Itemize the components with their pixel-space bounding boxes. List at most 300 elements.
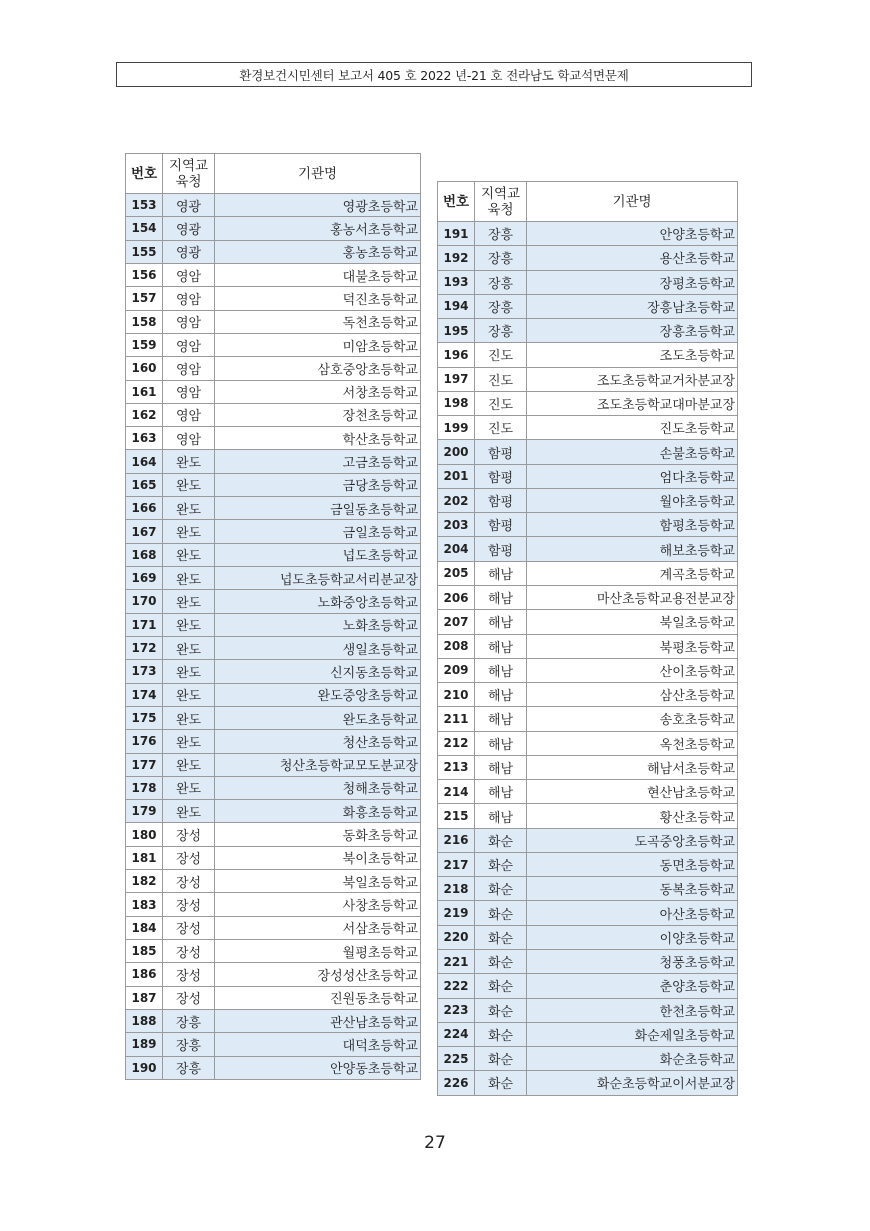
- row-region: 장성: [163, 870, 215, 893]
- row-number: 159: [126, 333, 163, 356]
- row-school-name: 이양초등학교: [527, 925, 738, 949]
- row-region: 완도: [163, 520, 215, 543]
- table-row: [438, 294, 738, 318]
- row-number: 215: [438, 804, 475, 828]
- row-region: 화순: [475, 877, 527, 901]
- row-region: 완도: [163, 683, 215, 706]
- row-region: 화순: [475, 901, 527, 925]
- table-row: [438, 343, 738, 367]
- report-header-text: 환경보건시민센터 보고서 405 호 2022 년-21 호 전라남도 학교석면문제: [239, 67, 629, 83]
- row-school-name: 현산남초등학교: [527, 780, 738, 804]
- table-row: [126, 800, 421, 823]
- col-header-region: 지역교 육청: [163, 154, 215, 194]
- table-row: [126, 567, 421, 590]
- row-school-name: 북이초등학교: [215, 846, 421, 869]
- table-row: [126, 730, 421, 753]
- row-school-name: 장평초등학교: [527, 270, 738, 294]
- row-region: 영암: [163, 427, 215, 450]
- row-region: 해남: [475, 610, 527, 634]
- table-row: [126, 706, 421, 729]
- row-region: 화순: [475, 925, 527, 949]
- row-region: 장흥: [475, 319, 527, 343]
- table-row: [126, 543, 421, 566]
- table-row: [126, 846, 421, 869]
- row-school-name: 삼호중앙초등학교: [215, 357, 421, 380]
- table-row: [126, 870, 421, 893]
- row-school-name: 홍농초등학교: [215, 240, 421, 263]
- row-number: 198: [438, 391, 475, 415]
- row-number: 179: [126, 800, 163, 823]
- row-number: 201: [438, 464, 475, 488]
- row-region: 화순: [475, 974, 527, 998]
- row-region: 장성: [163, 986, 215, 1009]
- row-region: 진도: [475, 343, 527, 367]
- row-region: 완도: [163, 636, 215, 659]
- row-number: 173: [126, 660, 163, 683]
- row-number: 185: [126, 940, 163, 963]
- row-number: 154: [126, 217, 163, 240]
- row-school-name: 사창초등학교: [215, 893, 421, 916]
- row-region: 완도: [163, 660, 215, 683]
- row-number: 226: [438, 1071, 475, 1095]
- table-row: [126, 520, 421, 543]
- table-row: [438, 852, 738, 876]
- row-region: 장흥: [475, 222, 527, 246]
- row-number: 220: [438, 925, 475, 949]
- row-school-name: 장성성산초등학교: [215, 963, 421, 986]
- page-number: 27: [424, 1133, 446, 1153]
- row-region: 장성: [163, 893, 215, 916]
- row-region: 해남: [475, 804, 527, 828]
- row-number: 172: [126, 636, 163, 659]
- row-region: 완도: [163, 776, 215, 799]
- row-number: 164: [126, 450, 163, 473]
- row-region: 장흥: [163, 1033, 215, 1056]
- table-row: [126, 217, 421, 240]
- row-number: 158: [126, 310, 163, 333]
- table-row: [126, 753, 421, 776]
- row-region: 완도: [163, 730, 215, 753]
- table-row: [438, 391, 738, 415]
- row-number: 180: [126, 823, 163, 846]
- row-school-name: 계곡초등학교: [527, 561, 738, 585]
- table-row: [438, 901, 738, 925]
- row-region: 함평: [475, 440, 527, 464]
- row-school-name: 넙도초등학교: [215, 543, 421, 566]
- row-number: 190: [126, 1056, 163, 1079]
- row-school-name: 한천초등학교: [527, 998, 738, 1022]
- table-row: [438, 488, 738, 512]
- table-row: [438, 828, 738, 852]
- row-school-name: 청풍초등학교: [527, 949, 738, 973]
- table-row: [126, 403, 421, 426]
- row-region: 화순: [475, 1047, 527, 1071]
- row-region: 화순: [475, 998, 527, 1022]
- row-school-name: 조도초등학교대마분교장: [527, 391, 738, 415]
- row-school-name: 화순초등학교: [527, 1047, 738, 1071]
- table-row: [126, 380, 421, 403]
- table-row: [438, 1071, 738, 1095]
- row-number: 182: [126, 870, 163, 893]
- row-number: 174: [126, 683, 163, 706]
- row-school-name: 금일동초등학교: [215, 497, 421, 520]
- row-school-name: 장흥초등학교: [527, 319, 738, 343]
- row-school-name: 덕진초등학교: [215, 287, 421, 310]
- row-school-name: 고금초등학교: [215, 450, 421, 473]
- row-region: 장흥: [163, 1009, 215, 1032]
- table-row: [438, 974, 738, 998]
- row-school-name: 안양동초등학교: [215, 1056, 421, 1079]
- row-school-name: 해보초등학교: [527, 537, 738, 561]
- row-school-name: 황산초등학교: [527, 804, 738, 828]
- row-region: 완도: [163, 706, 215, 729]
- row-school-name: 아산초등학교: [527, 901, 738, 925]
- row-number: 171: [126, 613, 163, 636]
- row-number: 170: [126, 590, 163, 613]
- row-school-name: 화흥초등학교: [215, 800, 421, 823]
- row-school-name: 서삼초등학교: [215, 916, 421, 939]
- row-number: 163: [126, 427, 163, 450]
- row-region: 화순: [475, 852, 527, 876]
- row-number: 162: [126, 403, 163, 426]
- table-row: [126, 1009, 421, 1032]
- table-row: [438, 222, 738, 246]
- row-number: 194: [438, 294, 475, 318]
- row-number: 160: [126, 357, 163, 380]
- col-header-name: 기관명: [527, 182, 738, 222]
- row-school-name: 마산초등학교용전분교장: [527, 585, 738, 609]
- row-school-name: 청산초등학교: [215, 730, 421, 753]
- row-region: 영암: [163, 403, 215, 426]
- table-row: [438, 561, 738, 585]
- row-school-name: 서창초등학교: [215, 380, 421, 403]
- row-region: 해남: [475, 561, 527, 585]
- table-row: [438, 440, 738, 464]
- table-row: [438, 804, 738, 828]
- row-region: 해남: [475, 585, 527, 609]
- row-school-name: 노화중앙초등학교: [215, 590, 421, 613]
- row-school-name: 대덕초등학교: [215, 1033, 421, 1056]
- table-row: [438, 464, 738, 488]
- table-row: [438, 755, 738, 779]
- row-school-name: 홍농서초등학교: [215, 217, 421, 240]
- row-region: 해남: [475, 731, 527, 755]
- table-row: [438, 610, 738, 634]
- table-row: [438, 513, 738, 537]
- table-row: [126, 194, 421, 217]
- row-region: 함평: [475, 513, 527, 537]
- row-school-name: 손불초등학교: [527, 440, 738, 464]
- row-school-name: 월평초등학교: [215, 940, 421, 963]
- row-region: 진도: [475, 416, 527, 440]
- row-region: 화순: [475, 949, 527, 973]
- row-region: 완도: [163, 567, 215, 590]
- row-school-name: 용산초등학교: [527, 246, 738, 270]
- row-number: 181: [126, 846, 163, 869]
- report-header: [116, 62, 752, 87]
- row-region: 해남: [475, 755, 527, 779]
- row-school-name: 산이초등학교: [527, 658, 738, 682]
- table-row: [438, 319, 738, 343]
- table-row: [126, 776, 421, 799]
- table-row: [438, 270, 738, 294]
- row-number: 207: [438, 610, 475, 634]
- row-region: 영광: [163, 217, 215, 240]
- row-school-name: 노화초등학교: [215, 613, 421, 636]
- table-row: [438, 925, 738, 949]
- row-school-name: 조도초등학교거차분교장: [527, 367, 738, 391]
- row-number: 157: [126, 287, 163, 310]
- row-school-name: 학산초등학교: [215, 427, 421, 450]
- table-row: [438, 780, 738, 804]
- row-school-name: 도곡중앙초등학교: [527, 828, 738, 852]
- table-row: [126, 357, 421, 380]
- table-row: [126, 613, 421, 636]
- table-row: [126, 1056, 421, 1079]
- row-school-name: 생일초등학교: [215, 636, 421, 659]
- row-region: 완도: [163, 497, 215, 520]
- row-number: 165: [126, 473, 163, 496]
- row-number: 209: [438, 658, 475, 682]
- row-number: 189: [126, 1033, 163, 1056]
- row-school-name: 진도초등학교: [527, 416, 738, 440]
- row-region: 완도: [163, 450, 215, 473]
- table-row: [126, 660, 421, 683]
- row-number: 186: [126, 963, 163, 986]
- row-region: 장성: [163, 940, 215, 963]
- row-region: 완도: [163, 753, 215, 776]
- row-region: 장흥: [475, 294, 527, 318]
- row-number: 210: [438, 683, 475, 707]
- row-school-name: 북일초등학교: [527, 610, 738, 634]
- row-school-name: 대불초등학교: [215, 263, 421, 286]
- row-region: 해남: [475, 658, 527, 682]
- table-row: [438, 731, 738, 755]
- row-school-name: 화순초등학교이서분교장: [527, 1071, 738, 1095]
- table-row: [126, 427, 421, 450]
- table-header-row: [126, 154, 421, 194]
- table-row: [126, 636, 421, 659]
- table-row: [438, 658, 738, 682]
- row-number: 213: [438, 755, 475, 779]
- table-row: [438, 416, 738, 440]
- row-number: 225: [438, 1047, 475, 1071]
- row-school-name: 장흥남초등학교: [527, 294, 738, 318]
- row-number: 217: [438, 852, 475, 876]
- row-school-name: 옥천초등학교: [527, 731, 738, 755]
- row-region: 완도: [163, 590, 215, 613]
- row-number: 218: [438, 877, 475, 901]
- table-row: [126, 940, 421, 963]
- table-row: [126, 240, 421, 263]
- col-header-region: 지역교 육청: [475, 182, 527, 222]
- row-number: 203: [438, 513, 475, 537]
- row-number: 211: [438, 707, 475, 731]
- table-row: [126, 823, 421, 846]
- row-school-name: 진원동초등학교: [215, 986, 421, 1009]
- row-number: 195: [438, 319, 475, 343]
- table-row: [438, 367, 738, 391]
- row-school-name: 조도초등학교: [527, 343, 738, 367]
- col-header-name: 기관명: [215, 154, 421, 194]
- row-number: 208: [438, 634, 475, 658]
- row-school-name: 청산초등학교모도분교장: [215, 753, 421, 776]
- row-school-name: 금당초등학교: [215, 473, 421, 496]
- row-number: 219: [438, 901, 475, 925]
- row-number: 204: [438, 537, 475, 561]
- table-row: [126, 263, 421, 286]
- row-school-name: 삼산초등학교: [527, 683, 738, 707]
- row-region: 영암: [163, 263, 215, 286]
- row-number: 193: [438, 270, 475, 294]
- row-number: 153: [126, 194, 163, 217]
- row-region: 영암: [163, 310, 215, 333]
- row-school-name: 동화초등학교: [215, 823, 421, 846]
- row-number: 176: [126, 730, 163, 753]
- row-number: 206: [438, 585, 475, 609]
- table-header-row: [438, 182, 738, 222]
- row-school-name: 장천초등학교: [215, 403, 421, 426]
- row-school-name: 미암초등학교: [215, 333, 421, 356]
- row-number: 216: [438, 828, 475, 852]
- row-number: 214: [438, 780, 475, 804]
- row-region: 완도: [163, 543, 215, 566]
- row-number: 224: [438, 1022, 475, 1046]
- table-row: [126, 310, 421, 333]
- row-school-name: 영광초등학교: [215, 194, 421, 217]
- table-row: [438, 877, 738, 901]
- table-row: [126, 590, 421, 613]
- row-region: 영암: [163, 357, 215, 380]
- row-school-name: 동복초등학교: [527, 877, 738, 901]
- row-number: 156: [126, 263, 163, 286]
- row-school-name: 안양초등학교: [527, 222, 738, 246]
- row-region: 영광: [163, 240, 215, 263]
- table-row: [438, 537, 738, 561]
- row-region: 장성: [163, 963, 215, 986]
- row-number: 187: [126, 986, 163, 1009]
- row-region: 완도: [163, 473, 215, 496]
- table-row: [438, 1047, 738, 1071]
- row-region: 화순: [475, 1022, 527, 1046]
- row-number: 178: [126, 776, 163, 799]
- table-row: [126, 893, 421, 916]
- row-region: 영광: [163, 194, 215, 217]
- table-row: [126, 497, 421, 520]
- row-region: 완도: [163, 800, 215, 823]
- row-number: 166: [126, 497, 163, 520]
- row-region: 장흥: [475, 270, 527, 294]
- row-school-name: 북일초등학교: [215, 870, 421, 893]
- table-row: [438, 998, 738, 1022]
- row-school-name: 함평초등학교: [527, 513, 738, 537]
- row-number: 197: [438, 367, 475, 391]
- table-row: [126, 1033, 421, 1056]
- table-row: [438, 949, 738, 973]
- row-region: 장성: [163, 916, 215, 939]
- table-row: [126, 916, 421, 939]
- table-row: [438, 707, 738, 731]
- row-number: 196: [438, 343, 475, 367]
- row-school-name: 관산남초등학교: [215, 1009, 421, 1032]
- row-region: 장성: [163, 846, 215, 869]
- row-region: 장흥: [475, 246, 527, 270]
- table-row: [438, 634, 738, 658]
- row-number: 191: [438, 222, 475, 246]
- row-number: 199: [438, 416, 475, 440]
- row-school-name: 동면초등학교: [527, 852, 738, 876]
- row-region: 영암: [163, 380, 215, 403]
- row-number: 212: [438, 731, 475, 755]
- row-region: 해남: [475, 683, 527, 707]
- row-number: 223: [438, 998, 475, 1022]
- row-school-name: 북평초등학교: [527, 634, 738, 658]
- row-region: 함평: [475, 537, 527, 561]
- row-region: 영암: [163, 287, 215, 310]
- table-row: [126, 986, 421, 1009]
- row-region: 장성: [163, 823, 215, 846]
- row-number: 202: [438, 488, 475, 512]
- row-school-name: 신지동초등학교: [215, 660, 421, 683]
- row-number: 161: [126, 380, 163, 403]
- row-school-name: 완도초등학교: [215, 706, 421, 729]
- row-school-name: 넙도초등학교서리분교장: [215, 567, 421, 590]
- table-row: [126, 450, 421, 473]
- col-header-no: 번호: [438, 182, 475, 222]
- table-row: [438, 246, 738, 270]
- row-school-name: 해남서초등학교: [527, 755, 738, 779]
- row-school-name: 월야초등학교: [527, 488, 738, 512]
- table-row: [126, 333, 421, 356]
- row-school-name: 엄다초등학교: [527, 464, 738, 488]
- school-table-right: [437, 181, 738, 1096]
- row-region: 진도: [475, 367, 527, 391]
- row-number: 167: [126, 520, 163, 543]
- row-number: 192: [438, 246, 475, 270]
- table-row: [438, 683, 738, 707]
- school-table-left: [125, 153, 421, 1080]
- table-row: [126, 287, 421, 310]
- table-row: [126, 963, 421, 986]
- row-number: 184: [126, 916, 163, 939]
- row-school-name: 송호초등학교: [527, 707, 738, 731]
- row-number: 222: [438, 974, 475, 998]
- row-school-name: 금일초등학교: [215, 520, 421, 543]
- row-school-name: 완도중앙초등학교: [215, 683, 421, 706]
- row-region: 장흥: [163, 1056, 215, 1079]
- row-region: 진도: [475, 391, 527, 415]
- table-row: [438, 585, 738, 609]
- row-number: 175: [126, 706, 163, 729]
- row-region: 화순: [475, 828, 527, 852]
- row-school-name: 독천초등학교: [215, 310, 421, 333]
- table-row: [126, 473, 421, 496]
- row-school-name: 화순제일초등학교: [527, 1022, 738, 1046]
- row-region: 해남: [475, 707, 527, 731]
- row-region: 완도: [163, 613, 215, 636]
- row-region: 함평: [475, 464, 527, 488]
- row-region: 함평: [475, 488, 527, 512]
- row-number: 183: [126, 893, 163, 916]
- row-number: 155: [126, 240, 163, 263]
- row-school-name: 청해초등학교: [215, 776, 421, 799]
- row-number: 177: [126, 753, 163, 776]
- row-number: 200: [438, 440, 475, 464]
- row-number: 221: [438, 949, 475, 973]
- row-region: 영암: [163, 333, 215, 356]
- row-region: 화순: [475, 1071, 527, 1095]
- row-number: 188: [126, 1009, 163, 1032]
